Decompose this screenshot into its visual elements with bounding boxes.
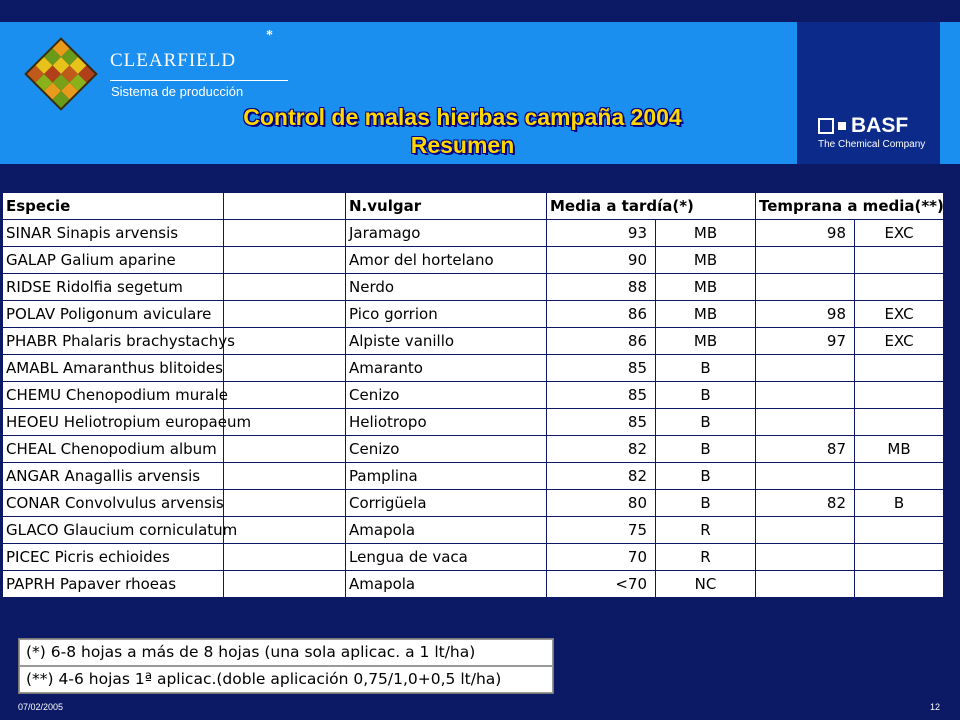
clearfield-emblem-icon [15,38,107,110]
cell-temprana-media-valor: 82 [756,490,855,517]
cell-temprana-media-calificacion: MB [855,436,944,463]
cell-media-tardia-valor: 85 [547,355,656,382]
cell-media-tardia-calificacion: R [656,517,756,544]
cell-especie: CHEAL Chenopodium album [3,436,224,463]
cell-temprana-media-valor: 87 [756,436,855,463]
cell-nombre-vulgar: Pico gorrion [346,301,547,328]
table-row [3,517,944,544]
cell-temprana-media-calificacion [855,571,944,598]
clearfield-logo-text: CLEARFIELD [110,50,237,71]
cell-media-tardia-calificacion: MB [656,274,756,301]
cell-temprana-media-calificacion: EXC [855,328,944,355]
cell-temprana-media-valor: 97 [756,328,855,355]
footnote-2: (**) 4-6 hojas 1ª aplicac.(doble aplicación 0,75/1,0+0,5 lt/ha) [19,666,553,693]
cell-temprana-media-calificacion [855,274,944,301]
cell-especie: PICEC Picris echioides [3,544,224,571]
cell-especie: GLACO Glaucium corniculatum [3,517,224,544]
basf-dot-icon [838,122,846,130]
cell-especie: CHEMU Chenopodium murale [3,382,224,409]
footer-page-number: 12 [930,702,941,712]
cell-media-tardia-calificacion: B [656,463,756,490]
cell-especie: SINAR Sinapis arvensis [3,220,224,247]
table-row [3,490,944,517]
cell-nombre-vulgar: Amor del hortelano [346,247,547,274]
cell-especie: ANGAR Anagallis arvensis [3,463,224,490]
cell-nombre-vulgar: Lengua de vaca [346,544,547,571]
logo-subtitle: Sistema de producción [111,84,244,99]
cell-blank [224,220,346,247]
header-especie: Especie [3,193,224,220]
cell-blank [224,355,346,382]
table-row [3,328,944,355]
cell-media-tardia-valor: 82 [547,463,656,490]
table-row [3,274,944,301]
cell-nombre-vulgar: Cenizo [346,436,547,463]
cell-temprana-media-calificacion [855,517,944,544]
table-header-row [3,193,944,220]
weed-control-table [2,192,943,598]
logo-asterisk: * [266,28,273,43]
cell-especie: PAPRH Papaver rhoeas [3,571,224,598]
cell-media-tardia-calificacion: MB [656,220,756,247]
cell-especie: PHABR Phalaris brachystachys [3,328,224,355]
cell-nombre-vulgar: Corrigüela [346,490,547,517]
cell-media-tardia-calificacion: B [656,355,756,382]
cell-media-tardia-calificacion: B [656,490,756,517]
cell-blank [224,490,346,517]
cell-blank [224,301,346,328]
cell-media-tardia-calificacion: B [656,436,756,463]
cell-nombre-vulgar: Pamplina [346,463,547,490]
cell-temprana-media-valor: 98 [756,220,855,247]
table-row [3,571,944,598]
cell-temprana-media-valor [756,463,855,490]
basf-logo-text: BASF [851,114,909,137]
cell-temprana-media-valor [756,247,855,274]
cell-nombre-vulgar: Nerdo [346,274,547,301]
basf-tagline: The Chemical Company [818,139,926,150]
cell-media-tardia-valor: 70 [547,544,656,571]
cell-blank [224,328,346,355]
cell-media-tardia-valor: 88 [547,274,656,301]
cell-nombre-vulgar: Amaranto [346,355,547,382]
cell-media-tardia-valor: <70 [547,571,656,598]
cell-media-tardia-calificacion: MB [656,247,756,274]
header-blank [224,193,346,220]
cell-temprana-media-valor [756,544,855,571]
cell-blank [224,517,346,544]
cell-blank [224,436,346,463]
page-title [150,103,775,159]
cell-media-tardia-valor: 85 [547,409,656,436]
table-row [3,382,944,409]
cell-blank [224,463,346,490]
cell-temprana-media-valor [756,409,855,436]
cell-temprana-media-valor [756,382,855,409]
cell-temprana-media-calificacion [855,463,944,490]
cell-nombre-vulgar: Amapola [346,571,547,598]
cell-media-tardia-calificacion: R [656,544,756,571]
cell-especie: AMABL Amaranthus blitoides [3,355,224,382]
cell-nombre-vulgar: Alpiste vanillo [346,328,547,355]
cell-media-tardia-calificacion: B [656,382,756,409]
table-row [3,247,944,274]
cell-media-tardia-valor: 90 [547,247,656,274]
cell-especie: RIDSE Ridolfia segetum [3,274,224,301]
cell-nombre-vulgar: Heliotropo [346,409,547,436]
cell-temprana-media-valor: 98 [756,301,855,328]
cell-nombre-vulgar: Cenizo [346,382,547,409]
logo-divider [110,80,288,81]
cell-blank [224,382,346,409]
cell-media-tardia-calificacion: MB [656,328,756,355]
cell-nombre-vulgar: Jaramago [346,220,547,247]
cell-media-tardia-valor: 85 [547,382,656,409]
cell-especie: CONAR Convolvulus arvensis [3,490,224,517]
cell-temprana-media-calificacion [855,247,944,274]
basf-logo [818,116,908,136]
basf-square-icon [818,118,834,134]
header-nvulgar: N.vulgar [346,193,547,220]
cell-temprana-media-calificacion [855,409,944,436]
cell-temprana-media-calificacion [855,355,944,382]
cell-especie: POLAV Poligonum aviculare [3,301,224,328]
table-row [3,355,944,382]
cell-media-tardia-calificacion: NC [656,571,756,598]
cell-blank [224,571,346,598]
cell-blank [224,247,346,274]
cell-media-tardia-valor: 75 [547,517,656,544]
cell-temprana-media-valor [756,517,855,544]
table-row [3,436,944,463]
footnotes-box [18,638,554,694]
cell-especie: HEOEU Heliotropium europaeum [3,409,224,436]
cell-temprana-media-valor [756,355,855,382]
cell-media-tardia-valor: 93 [547,220,656,247]
cell-blank [224,544,346,571]
cell-temprana-media-calificacion: EXC [855,220,944,247]
cell-media-tardia-valor: 86 [547,301,656,328]
header-media-tardia: Media a tardía(*) [547,193,756,220]
cell-temprana-media-calificacion [855,544,944,571]
cell-especie: GALAP Galium aparine [3,247,224,274]
table-row [3,463,944,490]
cell-media-tardia-valor: 86 [547,328,656,355]
table-row [3,544,944,571]
cell-temprana-media-calificacion: EXC [855,301,944,328]
cell-temprana-media-valor [756,571,855,598]
cell-temprana-media-calificacion [855,382,944,409]
cell-nombre-vulgar: Amapola [346,517,547,544]
cell-media-tardia-valor: 80 [547,490,656,517]
table-row [3,220,944,247]
title-line-1: Control de malas hierbas campaña 2004 [243,104,682,130]
table-row [3,301,944,328]
footer-date: 07/02/2005 [18,702,64,712]
title-line-2: Resumen [410,132,515,158]
header-temprana-media: Temprana a media(**) [756,193,944,220]
cell-blank [224,274,346,301]
table-row [3,409,944,436]
cell-temprana-media-calificacion: B [855,490,944,517]
cell-media-tardia-calificacion: MB [656,301,756,328]
cell-media-tardia-valor: 82 [547,436,656,463]
footnote-1: (*) 6-8 hojas a más de 8 hojas (una sola aplicac. a 1 lt/ha) [19,639,553,666]
cell-temprana-media-valor [756,274,855,301]
cell-media-tardia-calificacion: B [656,409,756,436]
